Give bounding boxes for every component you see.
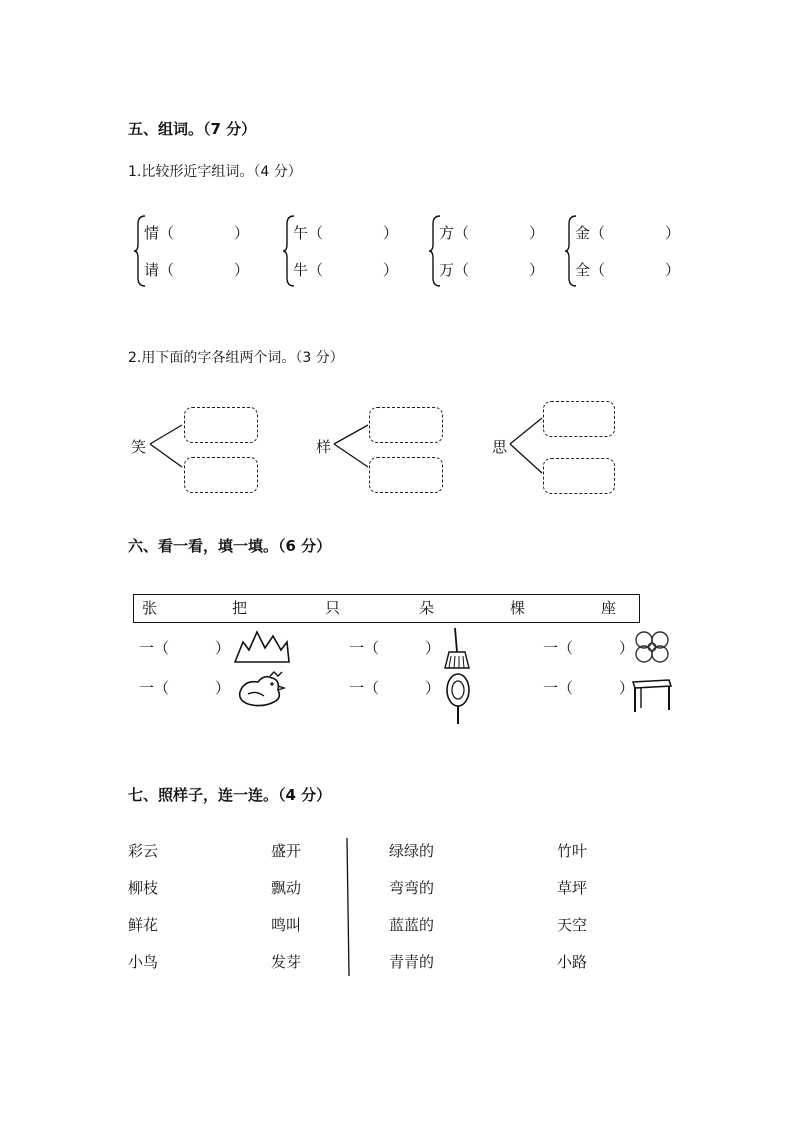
desk-icon	[629, 676, 675, 716]
flower-icon	[629, 627, 675, 667]
measure-word-blank[interactable]: 一（	[349, 639, 380, 657]
match-word[interactable]: 飘动	[271, 879, 302, 897]
measure-word-blank[interactable]: 一（	[139, 639, 170, 657]
answer-cloud-box[interactable]	[369, 457, 443, 493]
section7-title: 七、照样子，连一连。（4 分）	[128, 786, 332, 804]
fill-blank-close: ）	[665, 224, 681, 242]
match-word[interactable]: 盛开	[271, 842, 302, 860]
q1-title: 1.比较形近字组词。（4 分）	[128, 164, 302, 180]
section5-title: 五、组词。（7 分）	[128, 120, 257, 138]
section6-title: 六、看一看，填一填。（6 分）	[128, 537, 332, 555]
word-bank-item: 把	[232, 599, 248, 617]
measure-word-blank[interactable]: 一（	[543, 679, 574, 697]
measure-word-blank-close: ）	[215, 679, 231, 697]
fill-blank-char: 方（	[439, 224, 470, 242]
tree-char: 思	[492, 438, 508, 456]
chicken-icon	[234, 670, 290, 710]
fill-blank-close: ）	[529, 224, 545, 242]
measure-word-blank[interactable]: 一（	[349, 679, 380, 697]
broom-icon	[443, 626, 473, 672]
match-word[interactable]: 鲜花	[128, 916, 159, 934]
answer-cloud-box[interactable]	[369, 407, 443, 443]
mountain-icon	[233, 628, 293, 668]
fill-blank-close: ）	[383, 224, 399, 242]
word-bank-item: 张	[142, 599, 158, 617]
measure-word-blank-close: ）	[425, 639, 441, 657]
match-word[interactable]: 柳枝	[128, 879, 159, 897]
tree-char: 笑	[131, 438, 147, 456]
answer-cloud-box[interactable]	[184, 457, 258, 493]
word-bank-item: 只	[325, 599, 341, 617]
match-word[interactable]: 小路	[557, 953, 588, 971]
fill-blank-close: ）	[234, 261, 250, 279]
match-word[interactable]: 天空	[557, 916, 588, 934]
match-word[interactable]: 绿绿的	[389, 842, 435, 860]
divider-line	[346, 836, 350, 986]
answer-cloud-box[interactable]	[543, 401, 615, 437]
fill-blank-close: ）	[234, 224, 250, 242]
measure-word-blank[interactable]: 一（	[543, 639, 574, 657]
fill-blank-char: 午（	[293, 224, 324, 242]
match-word[interactable]: 彩云	[128, 842, 159, 860]
measure-word-blank-close: ）	[619, 639, 635, 657]
fill-blank-char: 万（	[439, 261, 470, 279]
match-word[interactable]: 青青的	[389, 953, 435, 971]
tree-icon	[443, 670, 473, 726]
measure-word-blank-close: ）	[425, 679, 441, 697]
word-bank-box	[133, 594, 640, 623]
fill-blank-close: ）	[665, 261, 681, 279]
word-bank-item: 座	[601, 599, 617, 617]
word-bank-item: 棵	[510, 599, 526, 617]
fill-blank-char: 情（	[144, 224, 175, 242]
fill-blank-close: ）	[529, 261, 545, 279]
match-word[interactable]: 鸣叫	[271, 916, 302, 934]
fill-blank-char: 全（	[575, 261, 606, 279]
fill-blank-char: 牛（	[293, 261, 324, 279]
match-word[interactable]: 发芽	[271, 953, 302, 971]
match-word[interactable]: 弯弯的	[389, 879, 435, 897]
fill-blank-char: 请（	[144, 261, 175, 279]
fill-blank-char: 金（	[575, 224, 606, 242]
measure-word-blank-close: ）	[619, 679, 635, 697]
answer-cloud-box[interactable]	[184, 407, 258, 443]
answer-cloud-box[interactable]	[543, 458, 615, 494]
fill-blank-close: ）	[383, 261, 399, 279]
tree-char: 样	[316, 438, 332, 456]
measure-word-blank[interactable]: 一（	[139, 679, 170, 697]
match-word[interactable]: 草坪	[557, 879, 588, 897]
q2-title: 2.用下面的字各组两个词。（3 分）	[128, 350, 344, 366]
match-word[interactable]: 蓝蓝的	[389, 916, 435, 934]
match-word[interactable]: 小鸟	[128, 953, 159, 971]
word-bank-item: 朵	[419, 599, 435, 617]
measure-word-blank-close: ）	[215, 639, 231, 657]
match-word[interactable]: 竹叶	[557, 842, 588, 860]
